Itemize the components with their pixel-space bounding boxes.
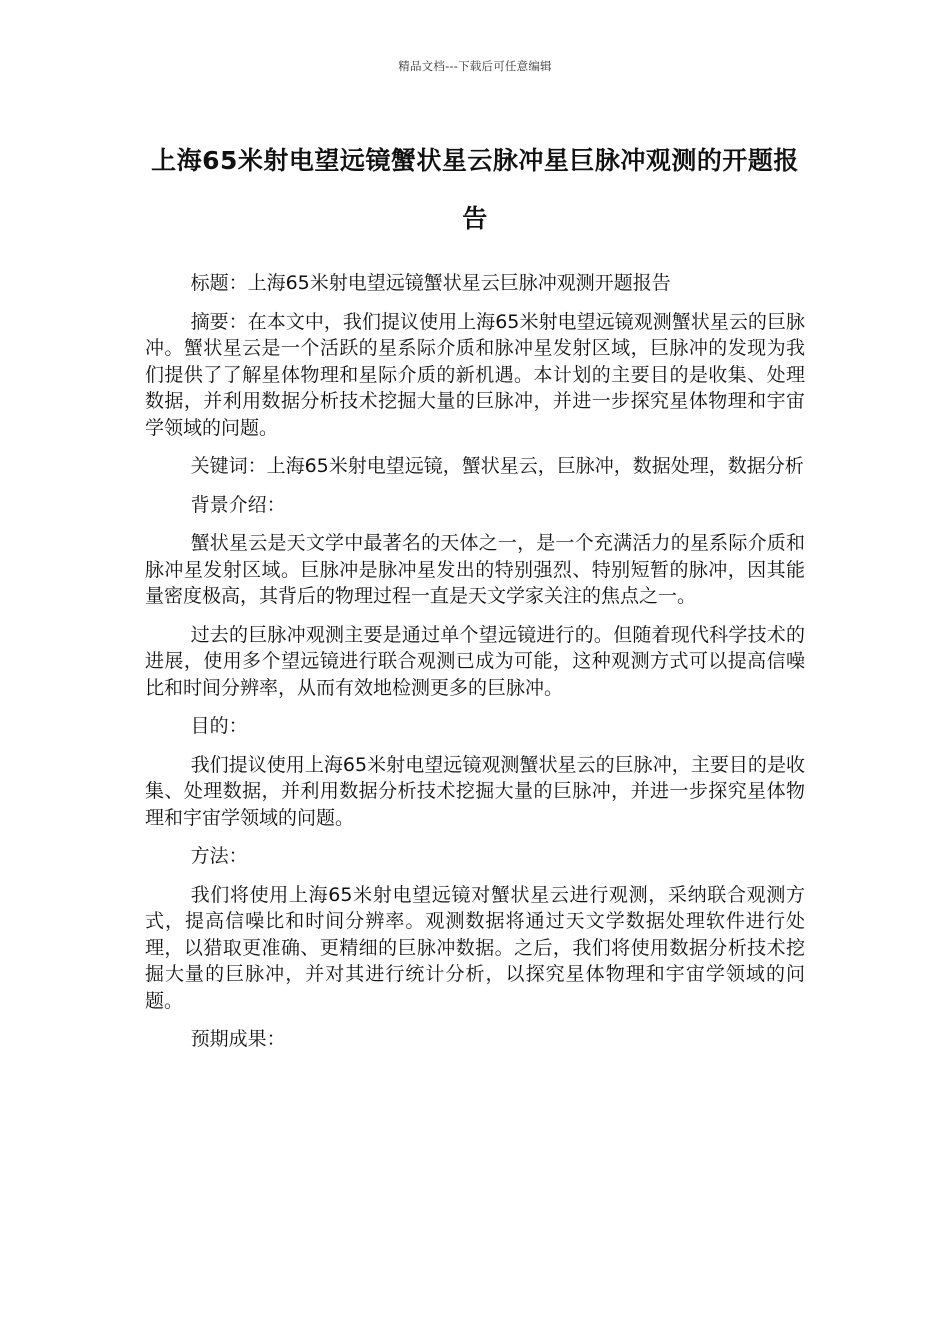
paragraph-keywords: 关键词：上海65米射电望远镜，蟹状星云，巨脉冲，数据处理，数据分析 [190,455,804,477]
section-heading-method: 方法： [190,845,248,867]
paragraph-background-1: 蟹状星云是天文学中最著名的天体之一，是一个充满活力的星系际介质和脉冲星发射区域。巨脉冲是脉冲星发出的特别强烈、特别短暂的脉冲，因其能量密度极高，其背后的物理过程一直是天文学家关注的焦点之一。 [145,532,805,607]
paragraph-title-line: 标题：上海65米射电望远镜蟹状星云巨脉冲观测开题报告 [190,272,671,294]
paragraph-background-2: 过去的巨脉冲观测主要是通过单个望远镜进行的。但随着现代科学技术的进展，使用多个望远镜进行联合观测已成为可能，这种观测方式可以提高信噪比和时间分辨率，从而有效地检测更多的巨脉冲。 [145,623,805,699]
section-heading-background: 背景介绍： [190,493,286,516]
paragraph-method: 我们将使用上海65米射电望远镜对蟹状星云进行观测，采纳联合观测方式，提高信噪比和时间分辨率。观测数据将通过天文学数据处理软件进行处理，以猎取更准确、更精细的巨脉冲数据。之后，我们将使用数据分析技术挖掘大量的巨脉冲，并对其进行统计分析，以探究星体物理和宇宙学领域的问题。 [145,883,805,1012]
document-body [145,270,805,1065]
section-heading-expected-results: 预期成果： [190,1028,286,1050]
header-note: 精品文档---下载后可任意编辑 [398,59,552,73]
paragraph-abstract: 摘要：在本文中，我们提议使用上海65米射电望远镜观测蟹状星云的巨脉冲。蟹状星云是一个活跃的星系际介质和脉冲星发射区域，巨脉冲的发现为我们提供了了解星体物理和星际介质的新机遇。本计划的主要目的是收集、处理数据，并利用数据分析技术挖掘大量的巨脉冲，并进一步探究星体物理和宇宙学领域的问题。 [145,310,805,439]
document-title: 上海65米射电望远镜蟹状星云脉冲星巨脉冲观测的开题报告 [151,146,799,233]
paragraph-purpose: 我们提议使用上海65米射电望远镜观测蟹状星云的巨脉冲，主要目的是收集、处理数据，并利用数据分析技术挖掘大量的巨脉冲，并进一步探究星体物理和宇宙学领域的问题。 [145,753,805,829]
section-heading-purpose: 目的： [190,715,248,737]
